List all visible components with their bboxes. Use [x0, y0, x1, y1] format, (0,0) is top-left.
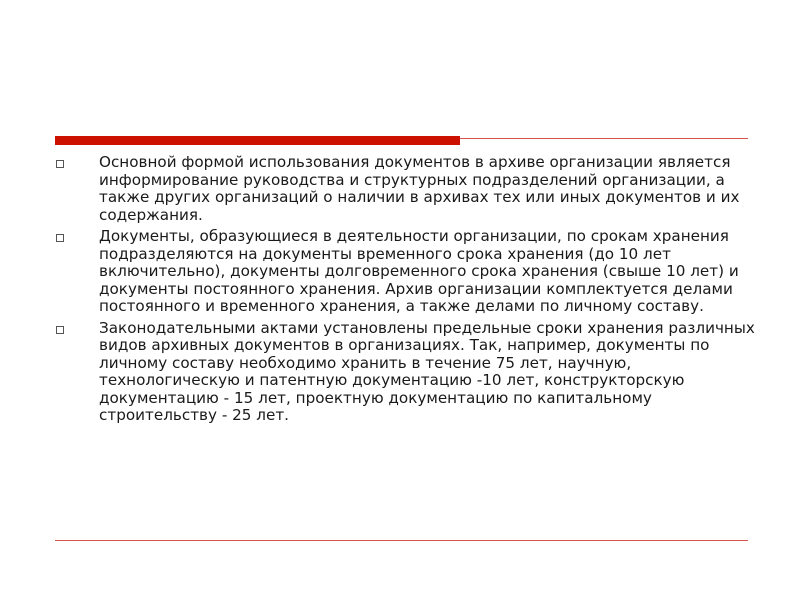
footer-divider-line: [55, 540, 748, 541]
title-divider-line: [460, 138, 748, 139]
square-bullet-icon: [56, 326, 64, 334]
title-accent-bar: [55, 136, 460, 145]
bullet-text: Законодательными актами установлены предельные сроки хранения различных видов архивных документов в организациях. Так, например, документы по личному составу необходимо хранить в течение 75 лет, научную, технологическую и патентную документацию -10 лет, конструкторскую документацию - 15 лет, проектную документацию по капитальному строительству - 25 лет.: [99, 318, 755, 424]
bullet-item: [55, 320, 755, 425]
bullet-text: Основной формой использования документов в архиве организации является информирование руководства и структурных подразделений организации, а также других организаций о наличии в архивах тех или иных документов и их содержания.: [99, 153, 740, 224]
bullet-text: Документы, образующиеся в деятельности организации, по срокам хранения подразделяются на документы временного срока хранения (до 10 лет включительно), документы долговременного срока хранения (свыше 10 лет) и документы постоянного хранения. Архив организации комплектуется делами постоянного и временного хранения, а также делами по личному составу.: [99, 227, 739, 315]
square-bullet-icon: [56, 160, 64, 168]
bullet-item: [55, 154, 755, 224]
square-bullet-icon: [56, 234, 64, 242]
bullet-list: [55, 154, 755, 429]
bullet-item: [55, 228, 755, 316]
